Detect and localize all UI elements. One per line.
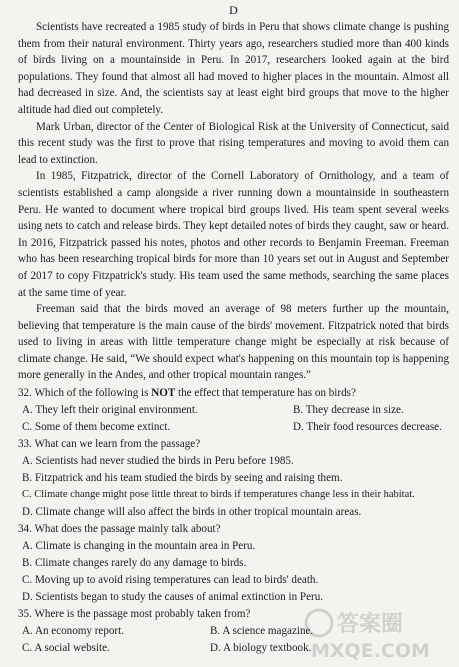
question-35-option-c: C. A social website. bbox=[22, 642, 110, 655]
watermark-ring bbox=[306, 610, 332, 636]
question-34-option-a: A. Climate is changing in the mountain area in Peru. bbox=[22, 540, 256, 553]
watermark-bottom-text: MXQE.COM bbox=[311, 640, 430, 662]
passage-paragraph-2: Mark Urban, director of the Center of Biological Risk at the University of Connecticut, said this recent study was the first to prove that rising temperatures and moving to avoid them can lead to extinction. bbox=[18, 120, 449, 166]
question-34-option-c: C. Moving up to avoid rising temperatures can lead to birds' death. bbox=[22, 573, 319, 586]
question-35-option-a: A. An economy report. bbox=[22, 625, 124, 638]
question-34-stem: 34. What does the passage mainly talk about? bbox=[18, 523, 221, 536]
passage-paragraph-4: Freeman said that the birds moved an average of 98 meters further up the mountain, believing that temperature is the main cause of the birds' movement. Fitzpatrick noted that birds used to living in areas with little temperature change might be especially at risk because of climate change. He said, “We should expect what's happening on this mountain top is happening more generally in the Andes, and other tropical mountain ranges.” bbox=[18, 303, 449, 382]
question-32-stem-emphasis: NOT bbox=[151, 387, 176, 400]
question-33-option-b: B. Fitzpatrick and his team studied the birds by seeing and raising them. bbox=[22, 472, 343, 485]
question-32 bbox=[18, 385, 449, 435]
question-33-stem: 33. What can we learn from the passage? bbox=[18, 438, 201, 451]
question-32-option-a: A. They left their original environment. bbox=[22, 403, 198, 416]
question-33-option-c: C. Climate change might pose little threat to birds if temperatures change less in their habitat. bbox=[22, 488, 415, 500]
question-33-option-d: D. Climate change will also affect the birds in other tropical mountain areas. bbox=[22, 505, 362, 518]
question-35-option-d: D. A biology textbook. bbox=[210, 642, 312, 655]
question-34-option-d: D. Scientists began to study the causes of animal extinction in Peru. bbox=[22, 590, 324, 603]
question-34 bbox=[18, 521, 449, 605]
passage-paragraph-1: Scientists have recreated a 1985 study of birds in Peru that shows climate change is pushing them from their natural environment. Thirty years ago, researchers studied more than 400 kinds of birds living on a mountainside in Peru. In 2017, researchers looked again at the bird populations. They found that almost all had moved to higher places in the mountain. Almost all had decreased in size. And, the scientists say at least eight bird groups that move to the higher altitude had died out completely. bbox=[18, 21, 449, 116]
watermark-logo bbox=[301, 605, 451, 663]
watermark-top-text: 答案圈 bbox=[337, 612, 404, 637]
question-32-stem-start: 32. Which of the following is bbox=[18, 387, 152, 400]
question-33 bbox=[18, 436, 449, 520]
question-34-option-b: B. Climate changes rarely do any damage to birds. bbox=[22, 557, 247, 570]
question-32-option-b: B. They decrease in size. bbox=[293, 403, 404, 416]
question-32-stem bbox=[18, 385, 449, 402]
question-32-option-c: C. Some of them become extinct. bbox=[22, 420, 171, 433]
question-33-option-a: A. Scientists had never studied the birds in Peru before 1985. bbox=[22, 455, 294, 468]
question-32-options-row-1 bbox=[18, 402, 449, 419]
question-32-option-d: D. Their food resources decrease. bbox=[293, 420, 442, 433]
question-32-stem-end: the effect that temperature has on birds? bbox=[175, 387, 356, 400]
question-35-stem: 35. Where is the passage most probably taken from? bbox=[18, 608, 251, 621]
passage-paragraph-3: In 1985, Fitzpatrick, director of the Cornell Laboratory of Ornithology, and a team of scientists established a camp alongside a river running down a mountainside in southeastern Peru. He wanted to document where tropical bird groups lived. His team spent several weeks using nets to catch and release birds. They kept detailed notes of birds they caught, saw or heard. In 2016, Fitzpatrick passed his notes, photos and other records to Benjamin Freeman. Freeman who has been researching tropical birds for more than 10 years set out in August and September of 2017 to copy Fitzpatrick's study. His team used the same methods, searching the same places at the same time of year. bbox=[18, 170, 449, 299]
question-35-option-b: B. A science magazine. bbox=[210, 625, 314, 638]
question-32-options-row-2 bbox=[18, 419, 449, 436]
section-label: D bbox=[229, 3, 238, 17]
